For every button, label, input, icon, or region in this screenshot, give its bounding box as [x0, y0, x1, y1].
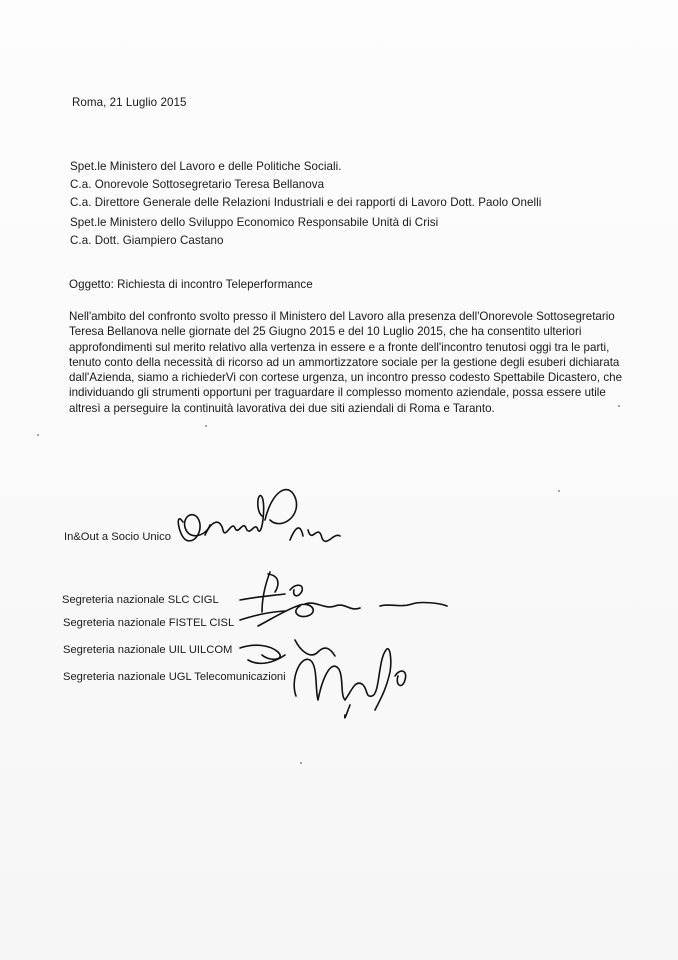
body-line: individuando gli strumenti opportuni per traguardare il complesso momento aziendale, possa essere utile: [69, 386, 606, 400]
signature-fistel: [240, 603, 447, 626]
signatory-ugl: Segreteria nazionale UGL Telecomunicazioni: [63, 671, 286, 683]
signature-uil: [240, 640, 335, 663]
scan-speck: [558, 490, 560, 492]
recipient-line: C.a. Onorevole Sottosegretario Teresa Bellanova: [70, 178, 325, 191]
body-line: altresì a perseguire la continuità lavorativa dei due siti aziendali di Roma e Taranto.: [69, 401, 495, 415]
body-line: tenuto conto della necessità di ricorso ad un ammortizzatore sociale per la gestione degli esuberi dichiarata: [69, 355, 620, 369]
scan-speck: [37, 434, 39, 436]
scan-speck: [618, 405, 620, 407]
signatory-uil-uilcom: Segreteria nazionale UIL UILCOM: [63, 644, 233, 656]
letter-date: Roma, 21 Luglio 2015: [72, 96, 187, 109]
recipient-line: Spet.le Ministero del Lavoro e delle Politiche Sociali.: [70, 160, 342, 173]
body-line: dall'Azienda, siamo a richiederVi con cortese urgenza, un incontro presso codesto Spettabile Dicastero, che: [69, 371, 623, 385]
body-line: Teresa Bellanova nelle giornate del 25 Giugno 2015 e del 10 Luglio 2015, che ha consentito ulteriori: [69, 325, 582, 339]
signature-inout: [178, 490, 340, 542]
recipient-line: C.a. Dott. Giampiero Castano: [70, 234, 224, 247]
signature-ugl: [294, 649, 405, 718]
body-line: approfondimenti sul merito relativo alla vertenza in essere e a fronte dell'incontro tenutosi oggi tra le parti,: [69, 340, 610, 354]
recipient-line: C.a. Direttore Generale delle Relazioni Industriali e dei rapporti di Lavoro Dott. Paolo Onelli: [70, 196, 542, 209]
body-line: Nell'ambito del confronto svolto presso il Ministero del Lavoro alla presenza dell'Onorevole Sottosegretario: [69, 310, 615, 323]
scan-speck: [205, 425, 207, 427]
signatory-slc-cigl: Segreteria nazionale SLC CIGL: [62, 594, 219, 606]
scan-speck: [300, 762, 302, 764]
signatory-fistel-cisl: Segreteria nazionale FISTEL CISL: [63, 617, 235, 629]
signatory-inout: In&Out a Socio Unico: [64, 531, 171, 543]
signature-slc: [240, 572, 302, 612]
letter-subject: Oggetto: Richiesta di incontro Teleperformance: [69, 278, 313, 291]
recipient-line: Spet.le Ministero dello Sviluppo Economico Responsabile Unità di Crisi: [70, 216, 439, 229]
